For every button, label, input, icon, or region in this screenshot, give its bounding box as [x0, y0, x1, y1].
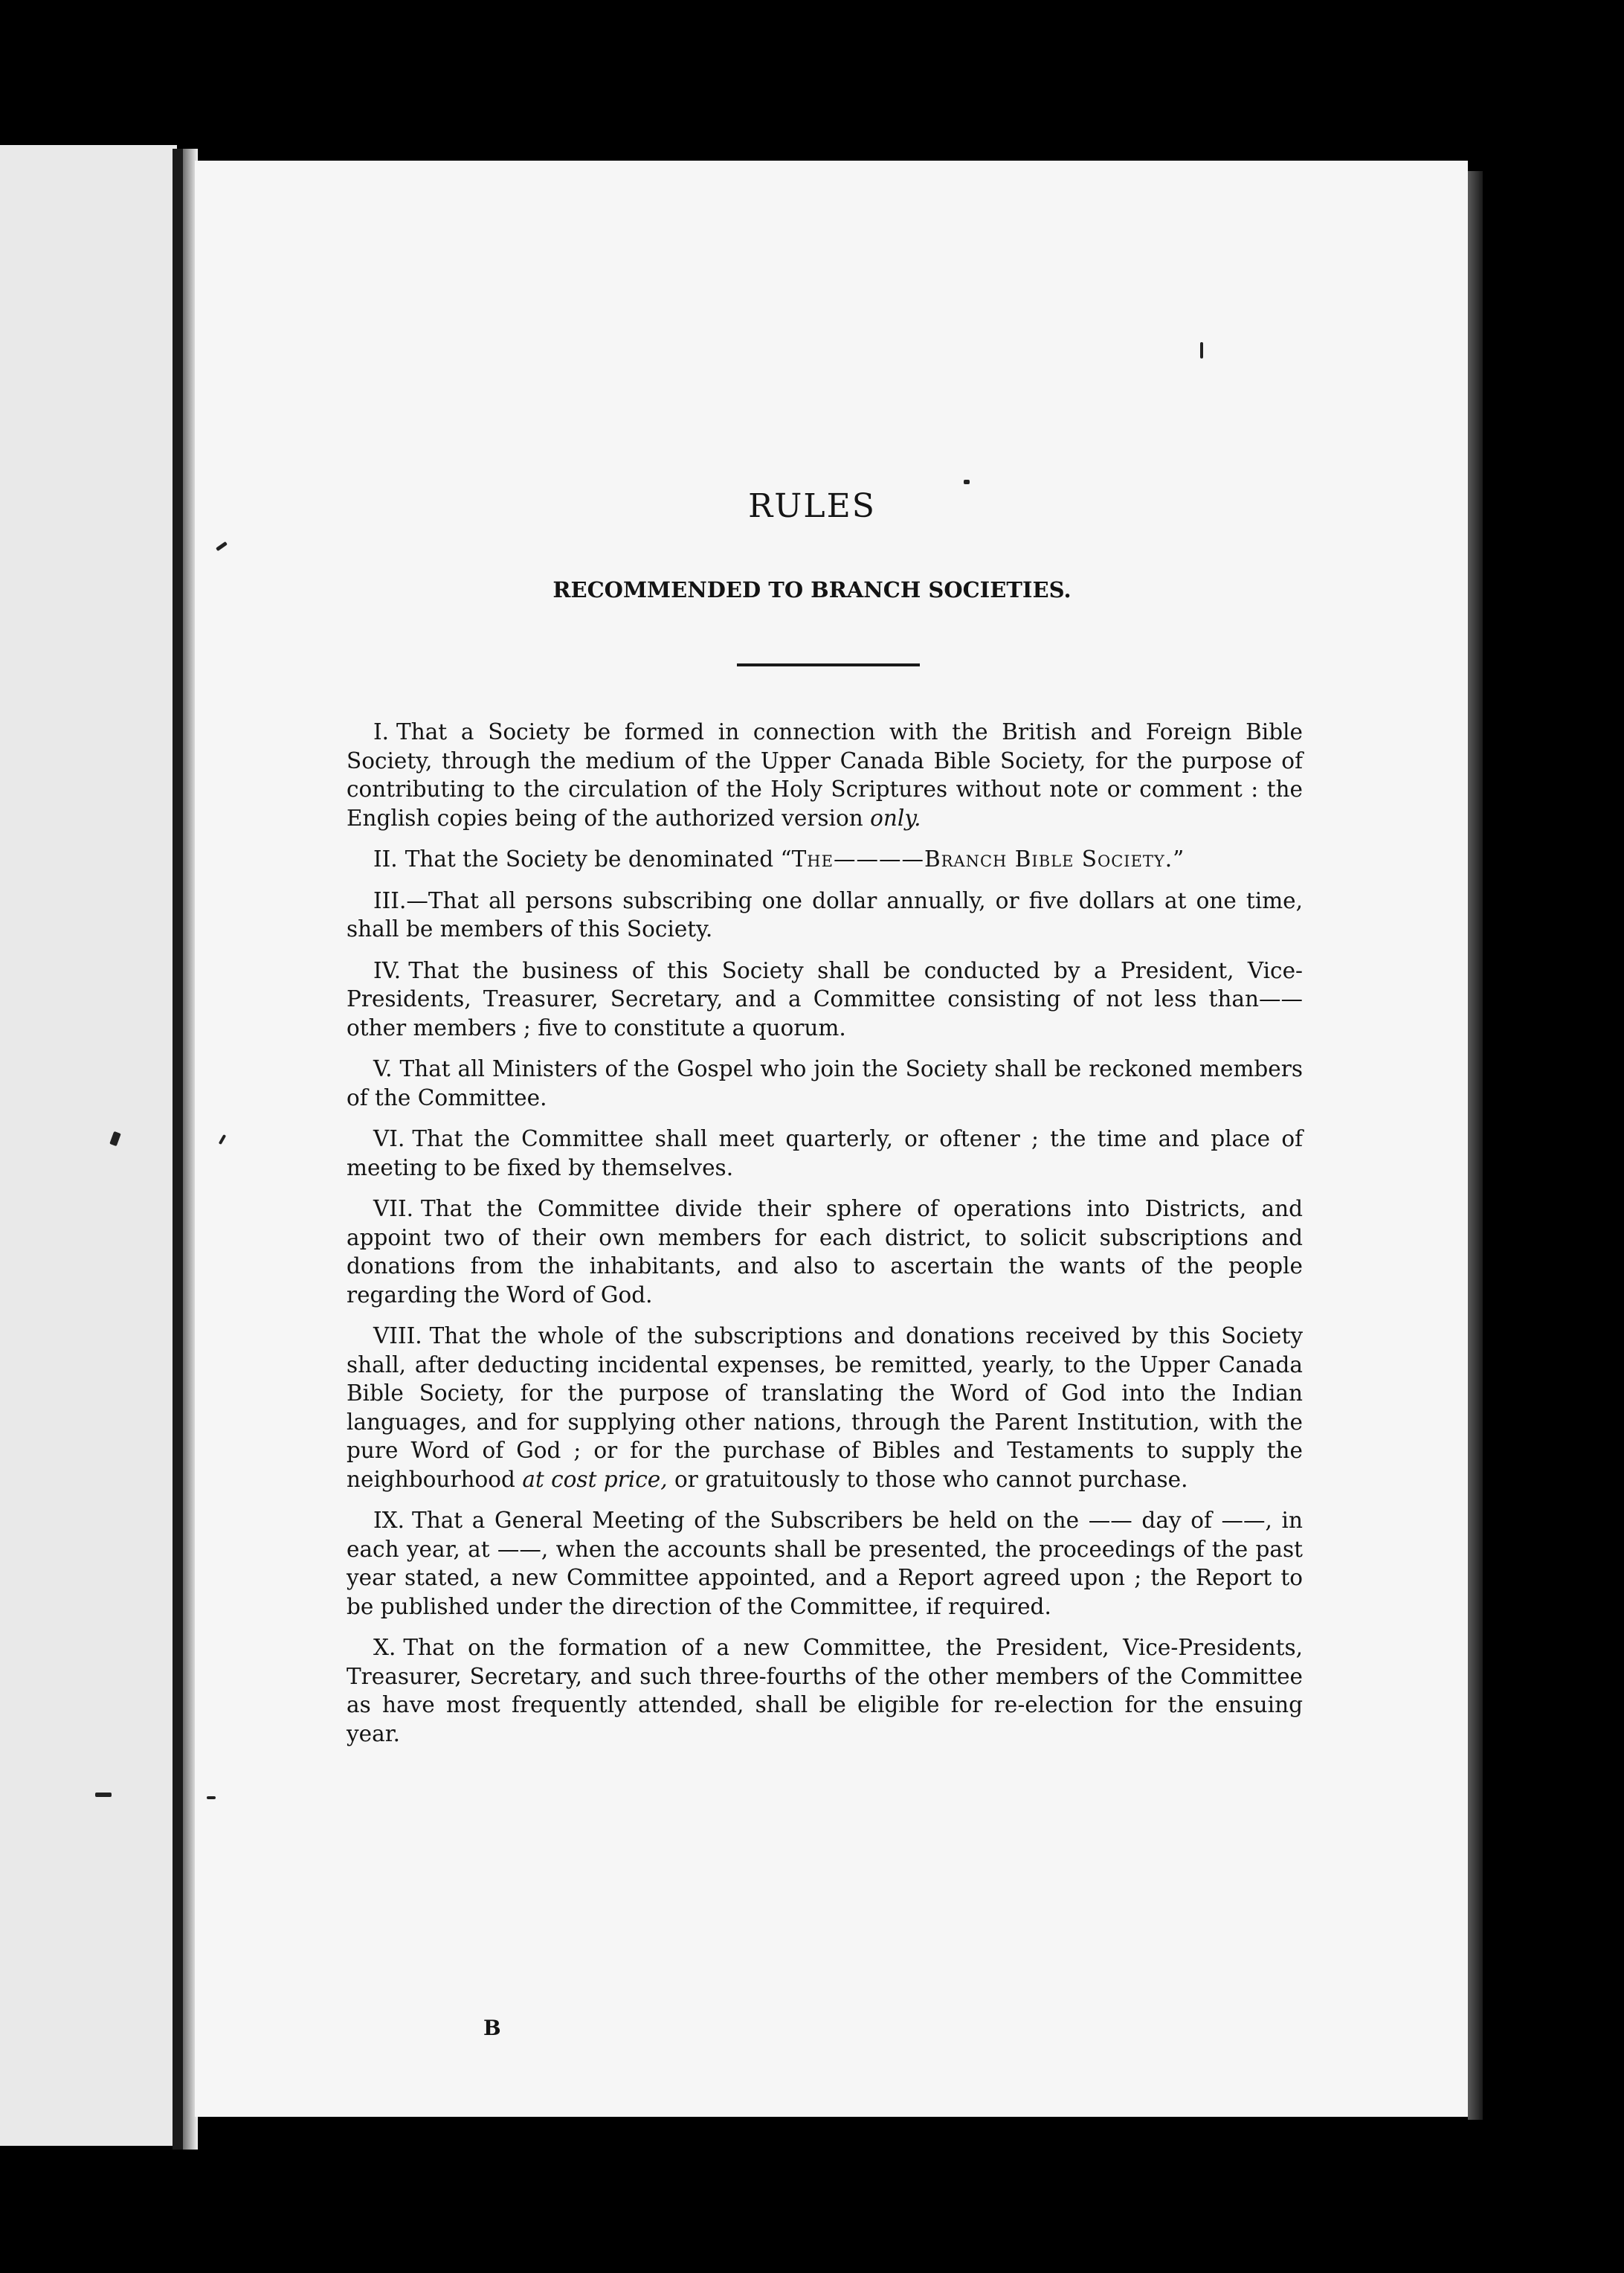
- rule-number: IX.: [373, 1508, 405, 1533]
- scan-speck: [1200, 342, 1203, 359]
- scan-speck: [95, 1793, 112, 1797]
- rule-number: X.: [373, 1635, 396, 1660]
- rule-number: IV.: [373, 957, 402, 983]
- rule-item: [347, 845, 1303, 874]
- rule-text: That the Committee divide their sphere of operations into Districts, and appoint two of their own members for each district, to solicit subscriptions and donations from the inhabitants, and also to ascertain the wants of the people regarding the Word of God.: [347, 1196, 1303, 1308]
- rule-item: [347, 1506, 1303, 1621]
- rule-item: [347, 1322, 1303, 1494]
- rule-number: VIII.: [373, 1323, 422, 1348]
- rule-text: That the business of this Society shall be conducted by a President, Vice-Presidents, Treasurer, Secretary, and a Committee consisting of not less than——other members ; five to constitute a quorum.: [347, 957, 1303, 1041]
- rule-emphasis: only.: [870, 805, 921, 831]
- signature-mark: B: [483, 2016, 501, 2040]
- rule-item: [347, 1055, 1303, 1112]
- rule-text-end: ”: [1173, 846, 1185, 872]
- page-subtitle: RECOMMENDED TO BRANCH SOCIETIES.: [552, 577, 1072, 602]
- rule-text-end: or gratuitously to those who cannot purchase.: [674, 1466, 1188, 1492]
- society-name: The————Branch Bible Society.: [791, 846, 1173, 872]
- rule-item: [347, 957, 1303, 1043]
- rule-number: VI.: [373, 1126, 405, 1151]
- rules-list: [347, 718, 1303, 1761]
- rule-text: That a Society be formed in connection with the British and Foreign Bible Society, through the medium of the Upper Canada Bible Society, for the purpose of contributing to the circulation of the Holy Scriptures without note or comment : the English copies being of the authorized version: [347, 719, 1303, 831]
- rule-text: That all persons subscribing one dollar annually, or five dollars at one time, shall be members of this Society.: [347, 887, 1303, 942]
- rule-item: [347, 1125, 1303, 1182]
- heading-divider: [737, 663, 920, 666]
- rule-text: That all Ministers of the Gospel who join the Society shall be reckoned members of the Committee.: [347, 1056, 1303, 1110]
- rule-number: II.: [373, 846, 398, 872]
- book-spine: [173, 149, 183, 2150]
- page-title: RULES: [748, 487, 876, 525]
- page-edge: [1468, 171, 1483, 2120]
- rule-number: VII.: [373, 1196, 413, 1221]
- rule-number: V.: [373, 1056, 393, 1081]
- rule-item: [347, 1633, 1303, 1748]
- rule-item: [347, 718, 1303, 832]
- rule-text: That on the formation of a new Committee, the President, Vice-Presidents, Treasurer, Secretary, and such three-fourths of the other members of the Committee as have most frequently attended, shall be eligible for re-election for the ensuing year.: [347, 1635, 1303, 1746]
- rule-text: That the whole of the subscriptions and donations received by this Society shall, after deducting incidental expenses, be remitted, yearly, to the Upper Canada Bible Society, for the purpose of translating the Word of God into the Indian languages, and for supplying other nations, through the Parent Institution, with the pure Word of God ; or for the purchase of Bibles and Testaments to supply the neighbourhood: [347, 1323, 1303, 1492]
- scan-speck: [207, 1796, 216, 1799]
- rule-number: III.—: [373, 887, 428, 913]
- rule-text: That the Committee shall meet quarterly, or oftener ; the time and place of meeting to be fixed by themselves.: [347, 1126, 1303, 1180]
- rule-number: I.: [373, 719, 390, 745]
- rule-item: [347, 1195, 1303, 1309]
- rule-text: That a General Meeting of the Subscribers be held on the —— day of ——, in each year, at ——, when the accounts shall be presented, the proceedings of the past year stated, a new Committee appointed, and a Report agreed upon ; the Report to be published under the direction of the Committee, if required.: [347, 1508, 1303, 1619]
- rule-emphasis: at cost price,: [522, 1466, 668, 1492]
- rule-text: That the Society be denominated “: [405, 846, 792, 872]
- facing-page: [0, 145, 177, 2146]
- rule-item: [347, 887, 1303, 944]
- scan-speck: [964, 480, 970, 484]
